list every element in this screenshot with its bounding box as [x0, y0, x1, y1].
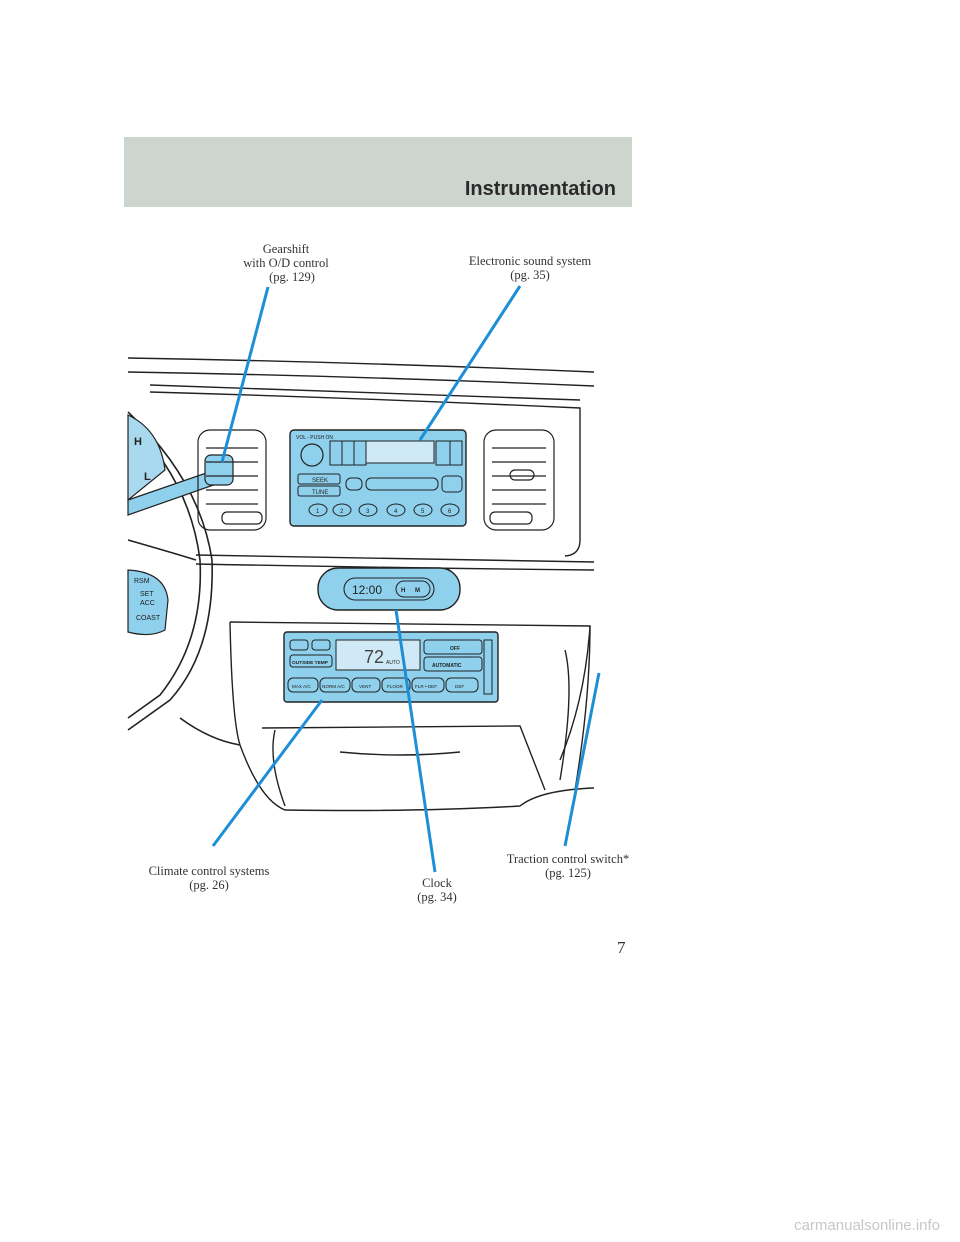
climate-leader-line: [213, 700, 322, 846]
svg-text:OUTSIDE TEMP: OUTSIDE TEMP: [292, 661, 328, 666]
svg-text:M: M: [415, 588, 420, 594]
svg-text:5: 5: [421, 509, 425, 515]
watermark: carmanualsonline.info: [794, 1217, 940, 1234]
svg-text:VOL - PUSH ON: VOL - PUSH ON: [296, 435, 334, 441]
svg-text:3: 3: [366, 509, 370, 515]
svg-text:FLOOR: FLOOR: [387, 684, 403, 689]
svg-text:4: 4: [394, 509, 398, 515]
svg-text:FLR • DEF: FLR • DEF: [415, 684, 438, 689]
traction-callout-line2: (pg. 125): [545, 866, 591, 880]
svg-text:NORM A/C: NORM A/C: [322, 684, 345, 689]
right-air-vent: [484, 430, 554, 530]
svg-text:AUTOMATIC: AUTOMATIC: [432, 663, 462, 669]
gearshift-callout-line2: with O/D control: [243, 256, 329, 270]
svg-text:TUNE: TUNE: [312, 490, 329, 496]
svg-text:MAX A/C: MAX A/C: [292, 684, 311, 689]
svg-text:1: 1: [316, 509, 320, 515]
traction-leader-line: [565, 673, 599, 846]
svg-text:DEF: DEF: [455, 684, 465, 689]
speed-control-pad: [128, 570, 168, 635]
svg-text:12:00: 12:00: [352, 583, 383, 597]
climate-control-unit: [284, 632, 498, 702]
climate-callout: [144, 864, 274, 892]
svg-text:VENT: VENT: [359, 684, 372, 689]
svg-text:2: 2: [340, 509, 344, 515]
sound-system-callout-line2: (pg. 35): [510, 268, 550, 282]
page-number: 7: [617, 938, 626, 957]
svg-text:L: L: [144, 471, 151, 483]
svg-text:ACC: ACC: [140, 600, 155, 607]
svg-text:H: H: [401, 588, 406, 594]
section-title: Instrumentation: [464, 178, 616, 200]
clock-callout: [413, 876, 461, 904]
svg-text:AUTO: AUTO: [386, 660, 400, 666]
svg-text:RSM: RSM: [134, 578, 150, 585]
svg-text:SEEK: SEEK: [312, 478, 329, 484]
svg-text:H: H: [134, 436, 142, 448]
svg-text:COAST: COAST: [136, 615, 161, 622]
sound-system-callout: [462, 254, 598, 282]
sound-system-leader-line: [420, 286, 520, 440]
radio-unit: [290, 430, 466, 526]
traction-callout: [494, 852, 642, 880]
temperature-gauge-icon: [128, 415, 165, 500]
clock-unit: [318, 568, 460, 610]
traction-callout-line1: Traction control switch*: [506, 852, 630, 866]
svg-text:OFF: OFF: [450, 646, 460, 652]
svg-text:SET: SET: [140, 591, 154, 598]
gearshift-callout-line1: Gearshift: [262, 242, 310, 256]
gearshift-callout: [236, 242, 336, 284]
clock-callout-line1: Clock: [422, 876, 452, 890]
svg-text:72: 72: [364, 647, 385, 667]
clock-callout-line2: (pg. 34): [417, 890, 457, 904]
climate-callout-line1: Climate control systems: [148, 864, 270, 878]
climate-callout-line2: (pg. 26): [189, 878, 229, 892]
gearshift-callout-line3: (pg. 129): [269, 270, 315, 284]
sound-system-callout-line1: Electronic sound system: [468, 254, 592, 268]
svg-text:6: 6: [448, 509, 452, 515]
